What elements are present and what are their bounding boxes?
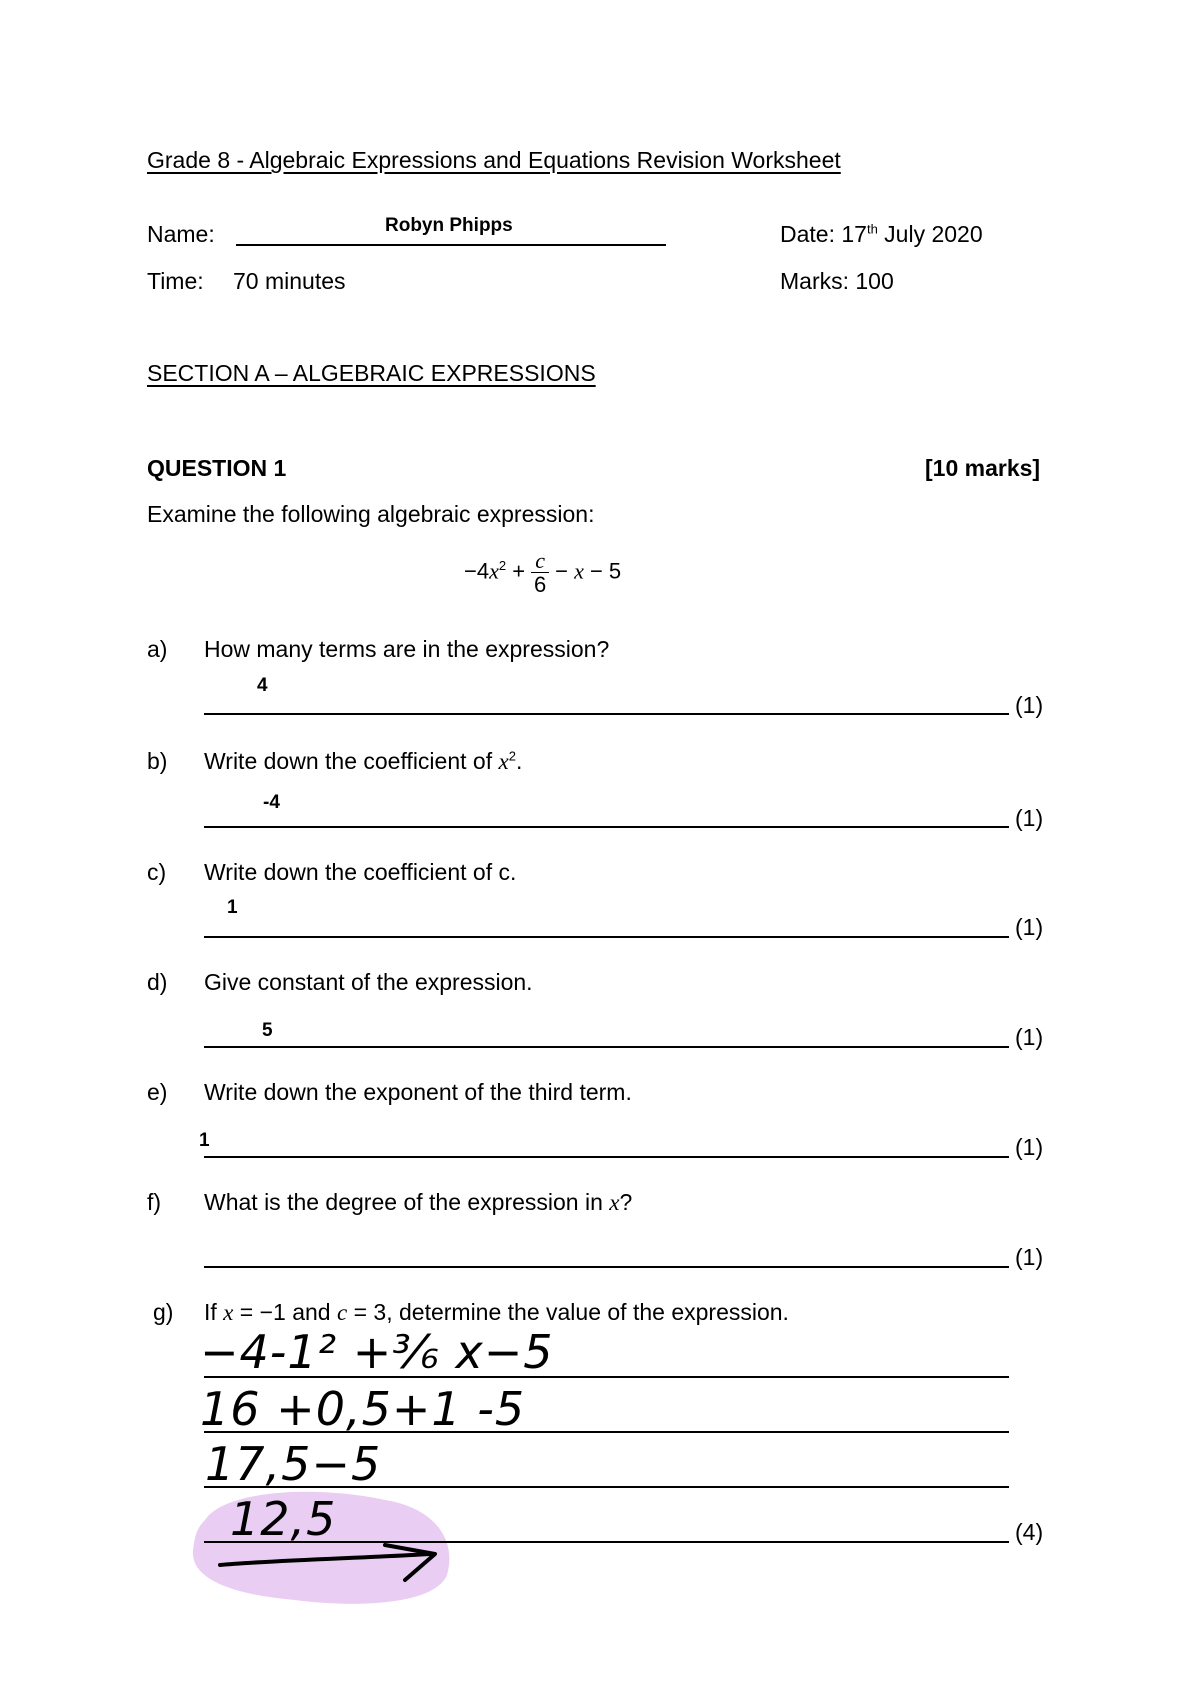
expr-constant: − 5 [589,558,622,584]
name-label: Name: [147,221,215,247]
answer-line [204,1156,1009,1158]
answer-line [204,1266,1009,1268]
question-label: QUESTION 1 [147,455,287,481]
part-answer: 4 [257,675,268,696]
part-letter: f) [147,1189,162,1215]
part-mark: (1) [1015,805,1044,831]
part-question: Write down the exponent of the third term. [204,1079,632,1105]
part-answer: 1 [199,1130,210,1151]
expr-minus: − [555,558,568,584]
date-value: July 2020 [877,221,983,247]
answer-line [204,936,1009,938]
final-answer: 12,5 [230,1492,337,1546]
arrow-icon [215,1540,455,1590]
expr-var-x: x [489,558,499,584]
part-answer: 5 [262,1020,273,1041]
part-question: If x = −1 and c = 3, determine the value of the expression. [204,1299,789,1325]
time-label: Time: [147,268,204,294]
time-value: 70 minutes [233,268,346,294]
date-suffix: th [866,221,878,237]
expr-fraction [531,549,549,596]
part-letter: g) [153,1299,174,1325]
fraction-numerator: c [531,549,549,573]
worksheet-title: Grade 8 - Algebraic Expressions and Equations Revision Worksheet [147,147,841,173]
part-answer: 1 [227,897,238,918]
answer-line [204,1486,1009,1488]
expr-plus: + [512,558,526,584]
part-letter: a) [147,636,168,662]
date-label: Date: 17 [780,221,867,247]
part-question: How many terms are in the expression? [204,636,610,662]
name-line [236,244,666,246]
part-mark: (1) [1015,914,1044,940]
part-letter: e) [147,1079,168,1105]
marks-total: Marks: 100 [780,268,894,294]
question-intro: Examine the following algebraic expression: [147,501,595,527]
fraction-denominator: 6 [533,572,547,598]
part-letter: c) [147,859,167,885]
part-answer: -4 [263,792,280,813]
part-mark: (1) [1015,1244,1044,1270]
part-question: Give constant of the expression. [204,969,533,995]
working-line: 16 +0,5+1 -5 [200,1382,526,1436]
date-field [780,221,983,248]
section-title: SECTION A – ALGEBRAIC EXPRESSIONS [147,360,596,386]
student-name: Robyn Phipps [385,215,513,236]
answer-line [204,826,1009,828]
part-letter: d) [147,969,168,995]
expr-coefficient: −4 [464,558,490,584]
answer-line [204,1376,1009,1378]
question-marks: [10 marks] [925,455,1041,481]
expr-var-x2: x [574,558,584,584]
part-mark: (1) [1015,1024,1044,1050]
part-mark: (1) [1015,692,1044,718]
answer-line [204,1431,1009,1433]
working-line: −4-1² +³⁄₆ x−5 [200,1325,554,1379]
answer-line [204,1046,1009,1048]
part-question: Write down the coefficient of c. [204,859,517,885]
working-line: 17,5−5 [205,1437,382,1491]
expr-exponent: 2 [498,558,507,574]
part-mark: (4) [1015,1519,1044,1545]
part-question: What is the degree of the expression in x? [204,1189,633,1215]
algebraic-expression [464,549,621,596]
part-mark: (1) [1015,1134,1044,1160]
answer-line [204,713,1009,715]
part-letter: b) [147,748,168,774]
part-question: Write down the coefficient of $x^2$. [204,748,523,774]
